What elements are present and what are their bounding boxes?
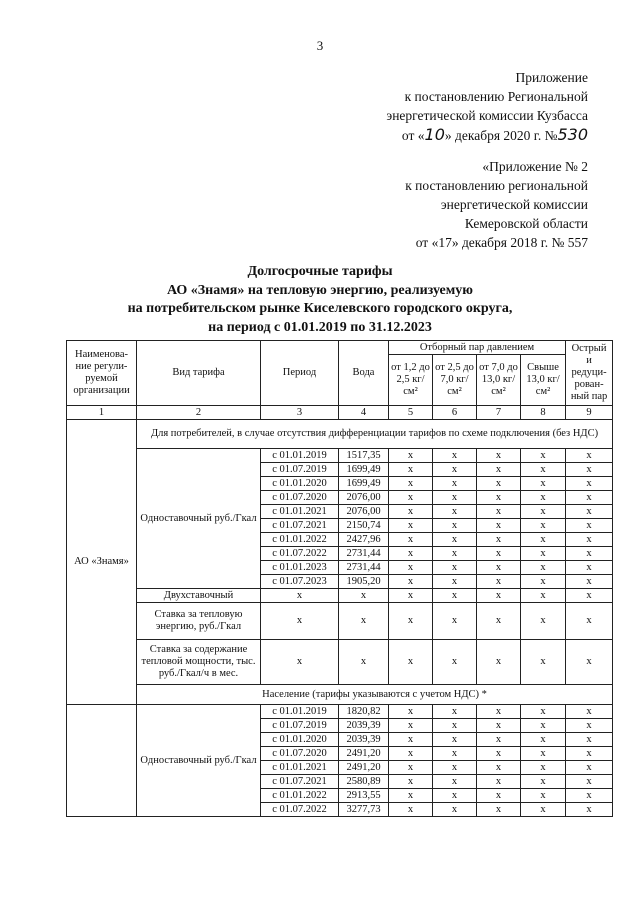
table-row: с 01.01.2022 2427,96 x x x x x <box>67 533 613 547</box>
header-steam-1: от 1,2 до 2,5 кг/см² <box>389 355 433 406</box>
header-period: Период <box>261 341 339 406</box>
section-header: Население (тарифы указываются с учетом НДС) * <box>137 685 613 705</box>
table-row: с 01.01.2022 2913,55 x x x x x <box>67 789 613 803</box>
appendix-prev-line: от «17» декабря 2018 г. № 557 <box>415 235 588 250</box>
handwritten-day: 10 <box>424 125 445 144</box>
table-row: Одноставочный руб./Гкал с 01.01.2019 1820,82 x x x x x <box>67 705 613 719</box>
header-steam-4: Свыше 13,0 кг/см² <box>521 355 566 406</box>
header-steam-group: Отборный пар давлением <box>389 341 566 355</box>
appendix-prev-line: Кемеровской области <box>464 216 588 231</box>
table-row: с 01.07.2020 2491,20 x x x x x <box>67 747 613 761</box>
appendix-line: энергетической комиссии Кузбасса <box>386 108 588 123</box>
table-row: с 01.07.2021 2580,89 x x x x x <box>67 775 613 789</box>
header-org: Наименова-ние регули-руемой организации <box>67 341 137 406</box>
one-rate-label: Одноставочный руб./Гкал <box>137 449 261 589</box>
handwritten-number: 530 <box>557 125 588 144</box>
table-row: с 01.01.2020 1699,49 x x x x x <box>67 477 613 491</box>
appendix-prev-title: «Приложение № 2 <box>482 159 588 174</box>
tariff-table <box>66 340 613 817</box>
column-numbers-row: 1 2 3 4 5 6 7 8 9 <box>67 406 613 420</box>
appendix-prev-line: к постановлению региональной <box>405 178 588 193</box>
table-row: с 01.07.2020 2076,00 x x x x x <box>67 491 613 505</box>
table-row: с 01.07.2021 2150,74 x x x x x <box>67 519 613 533</box>
header-tariff-type: Вид тарифа <box>137 341 261 406</box>
header-steam-2: от 2,5 до 7,0 кг/см² <box>433 355 477 406</box>
table-row: с 01.07.2019 1699,49 x x x x x <box>67 463 613 477</box>
page-number: 3 <box>316 38 324 53</box>
header-sharp-steam: Острый и редуци-рован-ный пар <box>566 341 613 406</box>
table-row: с 01.07.2023 1905,20 x x x x x <box>67 575 613 589</box>
header-water: Вода <box>339 341 389 406</box>
document-title: Долгосрочные тарифы АО «Знамя» на тепловую энергию, реализуемую на потребительском рынке Киселевского городского округа, на период с 01.01.2019 по 31.12.2023 <box>127 264 513 335</box>
appendix-prev-line: энергетической комиссии <box>440 197 588 212</box>
header-steam-3: от 7,0 до 13,0 кг/см² <box>477 355 521 406</box>
table-row: с 01.01.2020 2039,39 x x x x x <box>67 733 613 747</box>
heat-rate-row: Ставка за тепловую энергию, руб./Гкал x x x x x x x <box>67 603 613 640</box>
appendix-current <box>386 68 588 145</box>
capacity-rate-row: Ставка за содержание тепловой мощности, тыс. руб./Гкал/ч в мес. x x x x x x x <box>67 640 613 685</box>
table-row: с 01.07.2019 2039,39 x x x x x <box>67 719 613 733</box>
appendix-title: Приложение <box>515 70 588 85</box>
table-row: с 01.07.2022 2731,44 x x x x x <box>67 547 613 561</box>
one-rate-label: Одноставочный руб./Гкал <box>137 705 261 817</box>
org-name: АО «Знамя» <box>67 420 137 705</box>
appendix-date: от «10» декабря 2020 г. №530 <box>401 125 588 144</box>
table-row: с 01.01.2021 2491,20 x x x x x <box>67 761 613 775</box>
table-row: с 01.01.2021 2076,00 x x x x x <box>67 505 613 519</box>
appendix-previous <box>405 157 588 252</box>
table-row: с 01.01.2023 2731,44 x x x x x <box>67 561 613 575</box>
appendix-line: к постановлению Региональной <box>404 89 588 104</box>
table-row: с 01.07.2022 3277,73 x x x x x <box>67 803 613 817</box>
section-header: Для потребителей, в случае отсутствия дифференциации тарифов по схеме подключения (без НДС) <box>137 420 613 449</box>
two-rate-row: Двухставочный x x x x x x x <box>67 589 613 603</box>
table-row: Одноставочный руб./Гкал с 01.01.2019 1517,35 x x x x x <box>67 449 613 463</box>
